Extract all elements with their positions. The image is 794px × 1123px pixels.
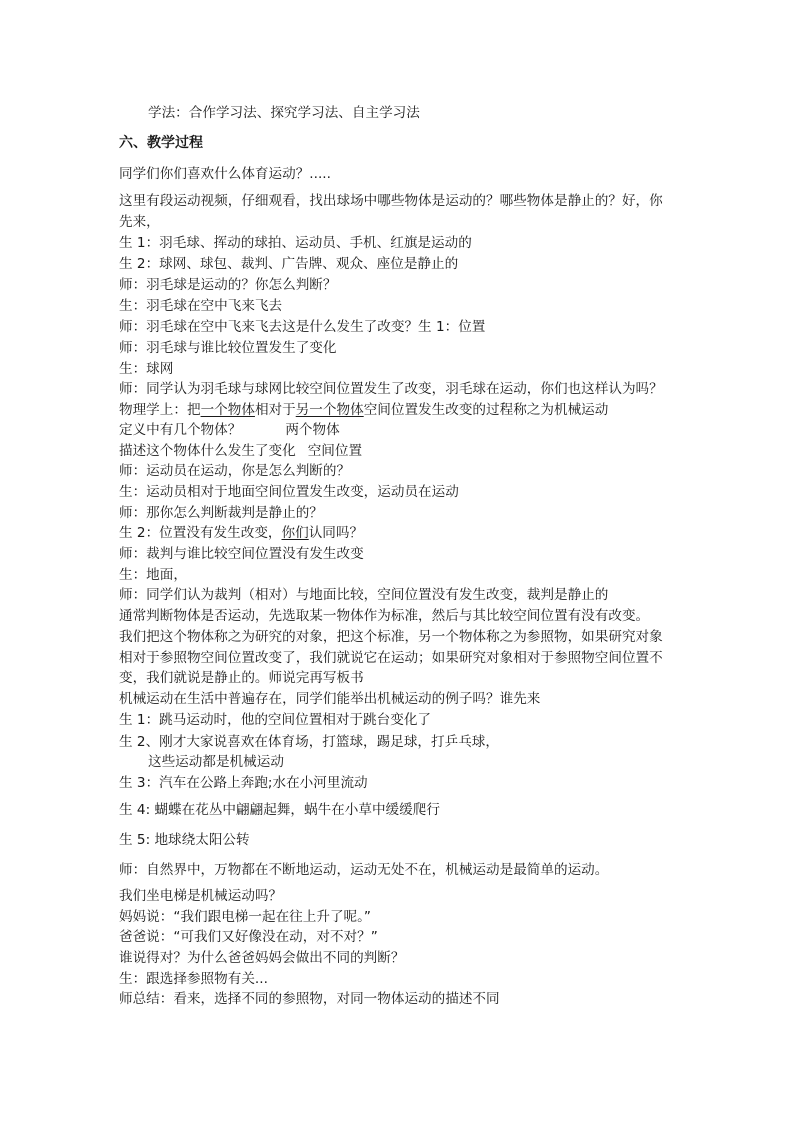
text-line: 生 3：汽车在公路上奔跑;水在小河里流动 bbox=[119, 775, 368, 791]
text-line: 生 2：球网、球包、裁判、广告牌、观众、座位是静止的 bbox=[119, 256, 459, 272]
text-line: 我们把这个物体称之为研究的对象，把这个标准，另一个物体称之为参照物，如果研究对象 bbox=[119, 629, 663, 645]
text-line: 师：裁判与谁比较空间位置没有发生改变 bbox=[119, 546, 364, 562]
question-text: 描述这个物体什么发生了变化 bbox=[119, 443, 296, 459]
answer-text: 空间位置 bbox=[307, 443, 363, 459]
text-line: 通常判断物体是否运动，先选取某一物体作为标准，然后与其比较空间位置有没有改变。 bbox=[119, 608, 650, 624]
text-line: 机械运动在生活中普遍存在，同学们能举出机械运动的例子吗？谁先来 bbox=[119, 691, 541, 707]
text-line: 生：羽毛球在空中飞来飞去 bbox=[119, 298, 283, 314]
underlined-term: 你们 bbox=[281, 525, 309, 541]
text-line: 师：运动员在运动，你是怎么判断的？ bbox=[119, 463, 351, 479]
text-line: 师：自然界中，万物都在不断地运动，运动无处不在，机械运动是最简单的运动。 bbox=[119, 862, 609, 878]
text-line: 生：球网 bbox=[119, 361, 174, 377]
definition-part: 相对于 bbox=[254, 402, 296, 418]
text-part: 认同吗？ bbox=[308, 525, 364, 541]
answer-text: 两个物体 bbox=[285, 422, 340, 438]
question-text: 定义中有几个物体？ bbox=[119, 422, 242, 438]
text-line: 变，我们就说是静止的。师说完再写板书 bbox=[119, 670, 364, 686]
text-line: 生 4: 蝴蝶在花丛中翩翩起舞，蜗牛在小草中缓缓爬行 bbox=[119, 802, 440, 818]
text-line: 生：地面， bbox=[119, 567, 187, 583]
text-line: 妈妈说：“我们跟电梯一起在往上升了呢。” bbox=[119, 909, 371, 925]
underlined-term: 一个物体 bbox=[200, 402, 255, 418]
text-line: 师：同学认为羽毛球与球网比较空间位置发生了改变，羽毛球在运动，你们也这样认为吗？ bbox=[119, 381, 663, 397]
text-line: 同学们你们喜欢什么体育运动？..... bbox=[119, 166, 331, 182]
text-line: 师：那你怎么判断裁判是静止的？ bbox=[119, 505, 323, 521]
student-2-line bbox=[119, 524, 363, 542]
text-line: 师：羽毛球在空中飞来飞去这是什么发生了改变？生 1：位置 bbox=[119, 319, 486, 335]
objects-question-line bbox=[119, 421, 340, 439]
definition-part: 物理学上：把 bbox=[119, 402, 201, 418]
underlined-term: 另一个物体 bbox=[295, 402, 364, 418]
text-line: 师：羽毛球与谁比较位置发生了变化 bbox=[119, 340, 337, 356]
text-line: 生 2、刚才大家说喜欢在体育场，打篮球，踢足球，打乒乓球， bbox=[119, 734, 499, 750]
text-line: 师：羽毛球是运动的？你怎么判断？ bbox=[119, 277, 337, 293]
text-line: 爸爸说：“可我们又好像没在动，对不对？” bbox=[119, 929, 378, 945]
text-line: 生：跟选择参照物有关... bbox=[119, 971, 268, 987]
text-line: 师：同学们认为裁判（相对）与地面比较，空间位置没有发生改变，裁判是静止的 bbox=[119, 587, 609, 603]
indented-line: 这些运动都是机械运动 bbox=[148, 754, 284, 770]
change-question-line bbox=[119, 442, 362, 460]
learning-methods-line: 学法：合作学习法、探究学习法、自主学习法 bbox=[148, 105, 420, 121]
text-line: 生 5: 地球绕太阳公转 bbox=[119, 832, 250, 848]
text-part: 生 2：位置没有发生改变， bbox=[119, 525, 282, 541]
text-line: 这里有段运动视频，仔细观看，找出球场中哪些物体是运动的？哪些物体是静止的？好，你 bbox=[119, 193, 663, 209]
text-line: 师总结：看来，选择不同的参照物，对同一物体运动的描述不同 bbox=[119, 991, 500, 1007]
text-line: 相对于参照物空间位置改变了，我们就说它在运动；如果研究对象相对于参照物空间位置不 bbox=[119, 650, 663, 666]
text-line: 先来， bbox=[119, 214, 160, 230]
text-line: 我们坐电梯是机械运动吗？ bbox=[119, 888, 283, 904]
section-heading: 六、教学过程 bbox=[119, 135, 203, 151]
text-line: 生 1：跳马运动时，他的空间位置相对于跳台变化了 bbox=[119, 712, 432, 728]
text-line: 生 1：羽毛球、挥动的球拍、运动员、手机、红旗是运动的 bbox=[119, 235, 472, 251]
definition-line bbox=[119, 401, 608, 419]
text-line: 生：运动员相对于地面空间位置发生改变，运动员在运动 bbox=[119, 484, 459, 500]
text-line: 谁说得对？为什么爸爸妈妈会做出不同的判断？ bbox=[119, 950, 405, 966]
definition-part: 空间位置发生改变的过程称之为机械运动 bbox=[363, 402, 609, 418]
